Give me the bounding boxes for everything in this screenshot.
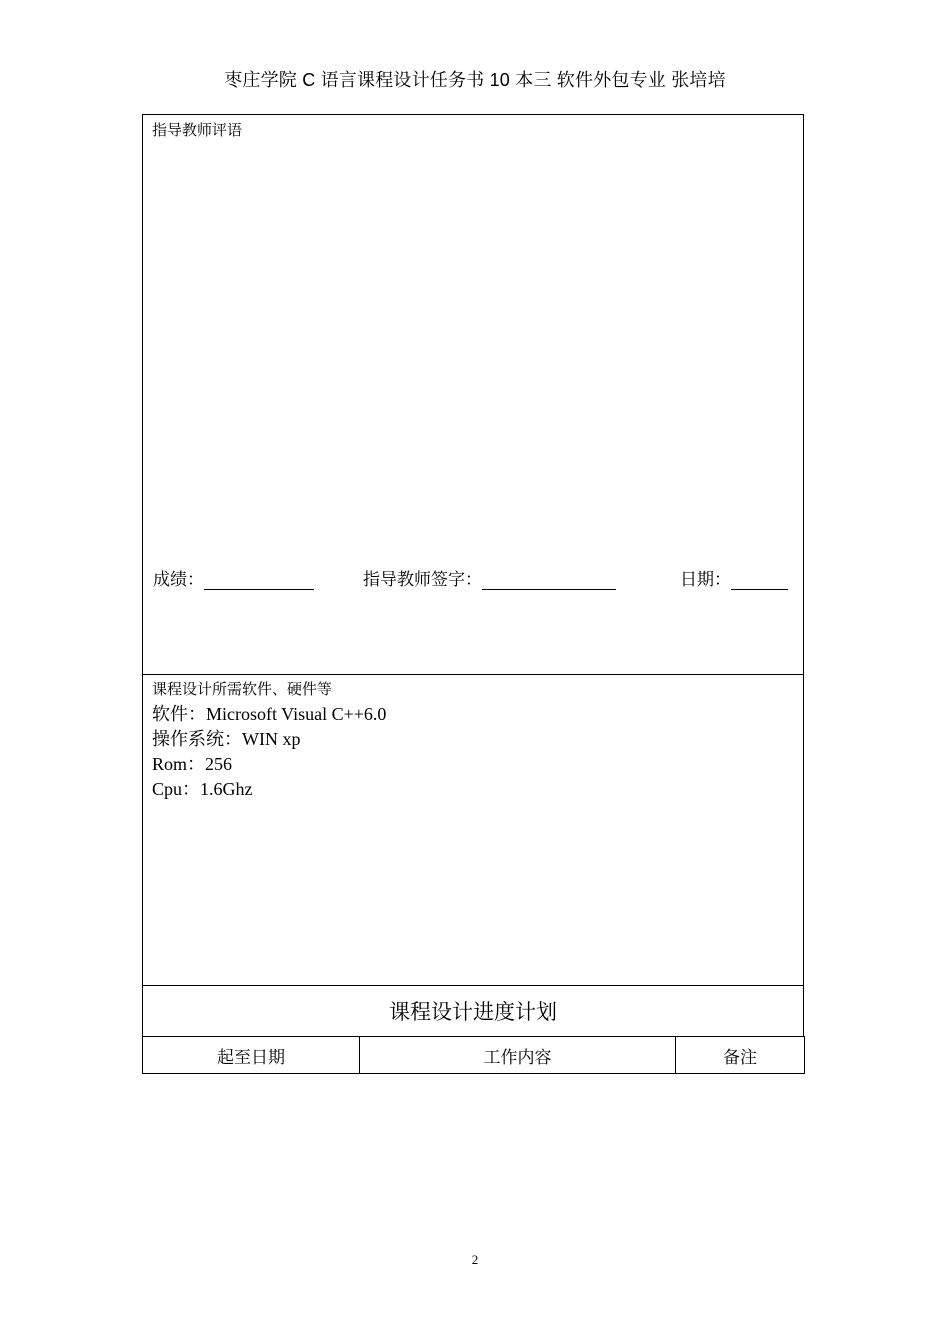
grade-field [153,565,314,590]
schedule-header-row [143,1037,805,1074]
grade-line[interactable] [204,569,314,590]
date-label: 日期： [680,570,731,590]
os-line: 操作系统：WIN xp [152,729,301,749]
grade-label: 成绩： [153,570,204,590]
signature-row [153,565,803,593]
column-header-content: 工作内容 [360,1037,676,1074]
requirements-box [142,674,804,986]
date-field [680,565,788,590]
rom-line: Rom：256 [152,754,233,774]
schedule-title: 课程设计进度计划 [389,1000,557,1024]
schedule-table [142,1036,805,1074]
column-header-notes: 备注 [676,1037,805,1074]
date-line[interactable] [731,569,788,590]
signature-label: 指导教师签字： [363,570,482,590]
software-line: 软件：Microsoft Visual C++6.0 [152,704,387,724]
page-number: 2 [471,1252,479,1267]
signature-line[interactable] [482,569,616,590]
teacher-comments-box [142,114,804,675]
schedule-title-box [142,985,804,1037]
signature-field [363,565,616,590]
page-header: 枣庄学院 C 语言课程设计任务书 10 本三 软件外包专业 张培培 [224,70,726,90]
requirements-label: 课程设计所需软件、硬件等 [152,680,333,698]
column-header-date: 起至日期 [143,1037,360,1074]
cpu-line: Cpu：1.6Ghz [152,779,253,799]
teacher-comments-label: 指导教师评语 [152,121,243,139]
